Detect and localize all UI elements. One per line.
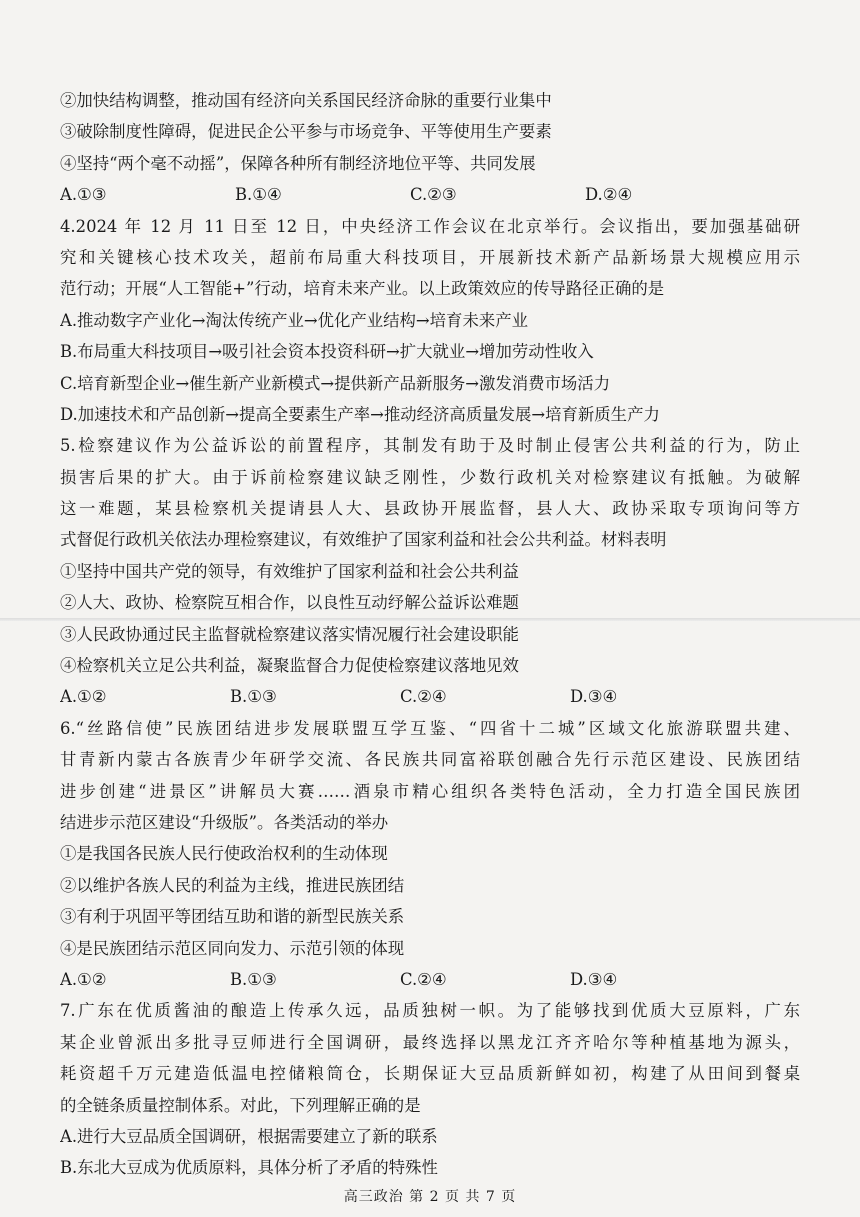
q3-option-2: ②加快结构调整，推动国有经济向关系国民经济命脉的重要行业集中 bbox=[60, 91, 552, 110]
q4-choice-b: B.布局重大科技项目→吸引社会资本投资科研→扩大就业→增加劳动性收入 bbox=[60, 342, 594, 362]
q5-option-1: ①坚持中国共产党的领导，有效维护了国家利益和社会公共利益 bbox=[60, 561, 519, 581]
q6-option-2: ②以维护各族人民的利益为主线，推进民族团结 bbox=[60, 875, 405, 895]
q5-stem-line-4: 式督促行政机关依法办理检察建议，有效维护了国家利益和社会公共利益。材料表明 bbox=[60, 530, 667, 550]
q3-choice-a: A.①③ bbox=[60, 185, 107, 205]
q6-choice-c: C.②④ bbox=[400, 969, 447, 989]
q5-choice-d: D.③④ bbox=[570, 687, 618, 707]
q7-stem-line-4: 的全链条质量控制体系。对此，下列理解正确的是 bbox=[60, 1095, 421, 1115]
q6-choices bbox=[60, 964, 800, 995]
q7-stem-line-3: 耗资超千万元建造低温电控储粮筒仓，长期保证大豆品质新鲜如初，构建了从田间到餐桌 bbox=[60, 1064, 800, 1084]
q5-option-4: ④检察机关立足公共利益，凝聚监督合力促使检察建议落地见效 bbox=[60, 656, 519, 676]
q5-choice-b: B.①③ bbox=[230, 687, 277, 707]
q6-option-1: ①是我国各民族人民行使政治权利的生动体现 bbox=[60, 844, 388, 864]
q5-option-2: ②人大、政协、检察院互相合作，以良性互动纾解公益诉讼难题 bbox=[60, 593, 519, 613]
q3-choice-d: D.②④ bbox=[585, 185, 633, 205]
q5-choice-a: A.①② bbox=[60, 687, 107, 707]
q3-option-3: ③破除制度性障碍，促进民企公平参与市场竞争、平等使用生产要素 bbox=[60, 122, 552, 142]
q5-stem-line-3: 这一难题，某县检察机关提请县人大、县政协开展监督，县人大、政协采取专项询问等方 bbox=[60, 499, 800, 519]
q4-choice-d: D.加速技术和产品创新→提高全要素生产率→推动经济高质量发展→培育新质生产力 bbox=[60, 404, 660, 424]
q7-stem-line-1: 7.广东在优质酱油的酿造上传承久远，品质独树一帜。为了能够找到优质大豆原料，广东 bbox=[60, 1001, 800, 1021]
q3-option-4: ④坚持“两个毫不动摇”，保障各种所有制经济地位平等、共同发展 bbox=[60, 153, 536, 173]
q3-choice-c: C.②③ bbox=[410, 185, 457, 205]
q7-choice-b: B.东北大豆成为优质原料，具体分析了矛盾的特殊性 bbox=[60, 1158, 438, 1178]
q4-choice-a: A.推动数字产业化→淘汰传统产业→优化产业结构→培育未来产业 bbox=[60, 310, 529, 330]
q5-option-3: ③人民政协通过民主监督就检察建议落实情况履行社会建设职能 bbox=[60, 624, 519, 644]
q7-choice-a: A.进行大豆品质全国调研，根据需要建立了新的联系 bbox=[60, 1126, 438, 1146]
q3-choices bbox=[60, 179, 800, 210]
q4-stem-line-3: 范行动；开展“人工智能+”行动，培育未来产业。以上政策效应的传导路径正确的是 bbox=[60, 279, 665, 299]
q3-choice-b: B.①④ bbox=[235, 185, 282, 205]
page-footer: 高三政治 第 2 页 共 7 页 bbox=[343, 1189, 517, 1205]
q4-stem-line-1: 4.2024 年 12 月 11 日至 12 日，中央经济工作会议在北京举行。会议指出，要加强基础研 bbox=[60, 216, 800, 236]
q6-stem-line-1: 6.“丝路信使”民族团结进步发展联盟互学互鉴、“四省十二城”区域文化旅游联盟共建、 bbox=[60, 718, 800, 738]
q6-choice-b: B.①③ bbox=[230, 969, 277, 989]
q6-choice-d: D.③④ bbox=[570, 969, 618, 989]
q5-stem-line-2: 损害后果的扩大。由于诉前检察建议缺乏刚性，少数行政机关对检察建议有抵触。为破解 bbox=[60, 467, 800, 487]
page-content bbox=[60, 85, 800, 1184]
q6-stem-line-3: 进步创建“进景区”讲解员大赛……酒泉市精心组织各类特色活动，全力打造全国民族团 bbox=[60, 781, 800, 801]
q5-choice-c: C.②④ bbox=[400, 687, 447, 707]
q6-stem-line-2: 甘青新内蒙古各族青少年研学交流、各民族共同富裕联创融合先行示范区建设、民族团结 bbox=[60, 750, 800, 770]
q7-stem-line-2: 某企业曾派出多批寻豆师进行全国调研，最终选择以黑龙江齐齐哈尔等种植基地为源头， bbox=[60, 1032, 800, 1052]
q5-choices bbox=[60, 681, 800, 712]
q5-stem-line-1: 5.检察建议作为公益诉讼的前置程序，其制发有助于及时制止侵害公共利益的行为，防止 bbox=[60, 436, 800, 456]
q6-choice-a: A.①② bbox=[60, 969, 107, 989]
q4-choice-c: C.培育新型企业→催生新产业新模式→提供新产品新服务→激发消费市场活力 bbox=[60, 373, 611, 393]
q4-stem-line-2: 究和关键核心技术攻关，超前布局重大科技项目，开展新技术新产品新场景大规模应用示 bbox=[60, 247, 800, 267]
q6-option-4: ④是民族团结示范区同向发力、示范引领的体现 bbox=[60, 938, 405, 958]
q6-option-3: ③有利于巩固平等团结互助和谐的新型民族关系 bbox=[60, 907, 405, 927]
q6-stem-line-4: 结进步示范区建设“升级版”。各类活动的举办 bbox=[60, 812, 389, 832]
